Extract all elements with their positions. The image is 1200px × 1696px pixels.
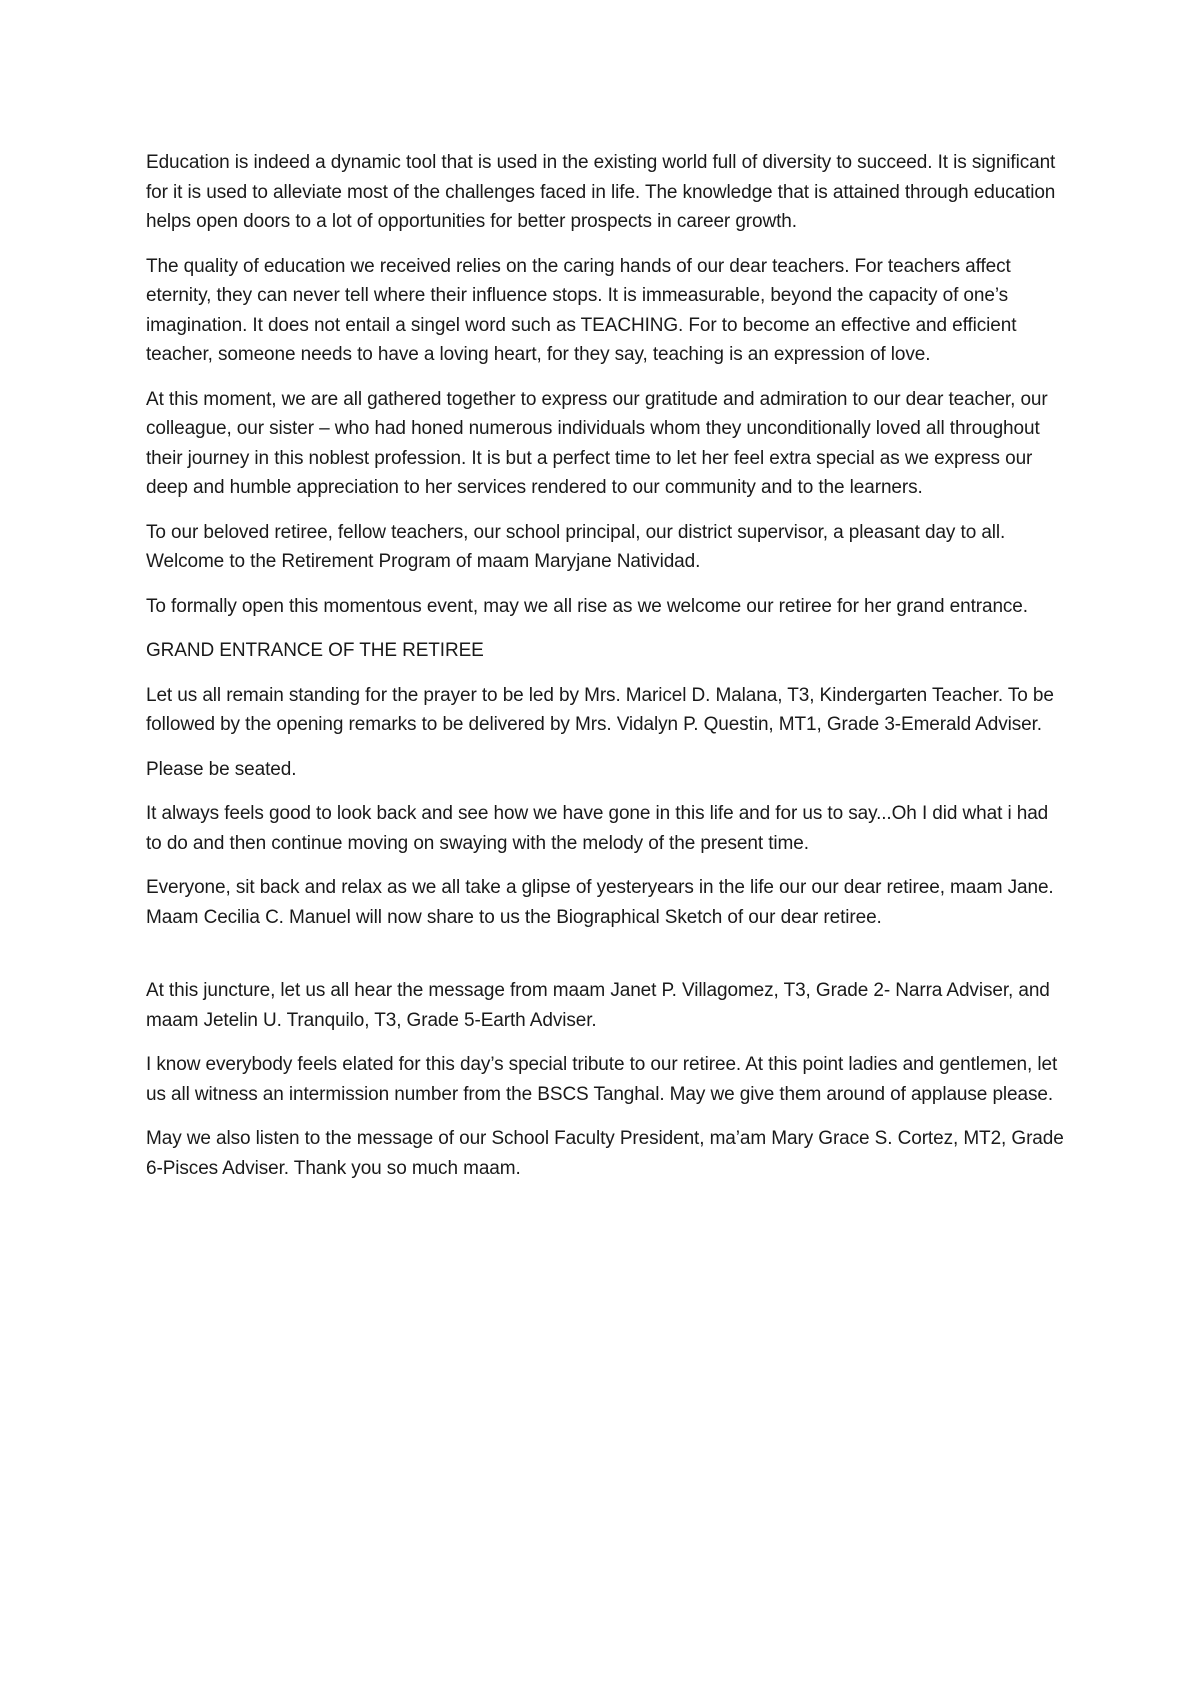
paragraph-intermission: I know everybody feels elated for this day’s special tribute to our retiree. At this point ladies and gentlemen, let us all witness an intermission number from the BSCS Tanghal. May we give them around of applause please. [146, 1054, 1058, 1105]
paragraph-look-back: It always feels good to look back and see how we have gone in this life and for us to say...Oh I did what i had to do and then continue moving on swaying with the melody of the present time. [146, 803, 1049, 854]
paragraph-please-be-seated: Please be seated. [146, 758, 297, 780]
document-body [146, 148, 1066, 1198]
paragraph-biographical-sketch: Everyone, sit back and relax as we all take a glipse of yesteryears in the life our our dear retiree, maam Jane. Maam Cecilia C. Manuel will now share to us the Biographical Sketch of our dear retiree. [146, 877, 1054, 928]
paragraph-welcome: To our beloved retiree, fellow teachers, our school principal, our district supervisor, a pleasant day to all. Welcome to the Retirement Program of maam Maryjane Natividad. [146, 521, 1006, 572]
paragraph-gratitude: At this moment, we are all gathered together to express our gratitude and admiration to our dear teacher, our colleague, our sister – who had honed numerous individuals whom they unconditionally loved all throughout their journey in this noblest profession. It is but a perfect time to let her feel extra special as we express our deep and humble appreciation to her services rendered to our community and to the learners. [146, 388, 1048, 498]
paragraph-grand-entrance: GRAND ENTRANCE OF THE RETIREE [146, 640, 484, 661]
paragraph-education-intro: Education is indeed a dynamic tool that is used in the existing world full of diversity to succeed. It is significant for it is used to alleviate most of the challenges faced in life. The knowledge that is attained through education helps open doors to a lot of opportunities for better prospects in career growth. [146, 152, 1056, 232]
paragraph-message-advisers: At this juncture, let us all hear the message from maam Janet P. Villagomez, T3, Grade 2- Narra Adviser, and maam Jetelin U. Tranquilo, T3, Grade 5-Earth Adviser. [146, 980, 1050, 1031]
paragraph-quality-of-education: The quality of education we received relies on the caring hands of our dear teachers. For teachers affect eternity, they can never tell where their influence stops. It is immeasurable, beyond the capacity of one’s imagination. It does not entail a singel word such as TEACHING. For to become an effective and efficient teacher, someone needs to have a loving heart, for they say, teaching is an expression of love. [146, 255, 1017, 365]
paragraph-faculty-president: May we also listen to the message of our School Faculty President, ma’am Mary Grace S. Cortez, MT2, Grade 6-Pisces Adviser. Thank you so much maam. [146, 1128, 1064, 1179]
paragraph-prayer-remarks: Let us all remain standing for the prayer to be led by Mrs. Maricel D. Malana, T3, Kindergarten Teacher. To be followed by the opening remarks to be delivered by Mrs. Vidalyn P. Questin, MT1, Grade 3-Emerald Adviser. [146, 684, 1054, 735]
paragraph-formal-opening: To formally open this momentous event, may we all rise as we welcome our retiree for her grand entrance. [146, 595, 1028, 617]
